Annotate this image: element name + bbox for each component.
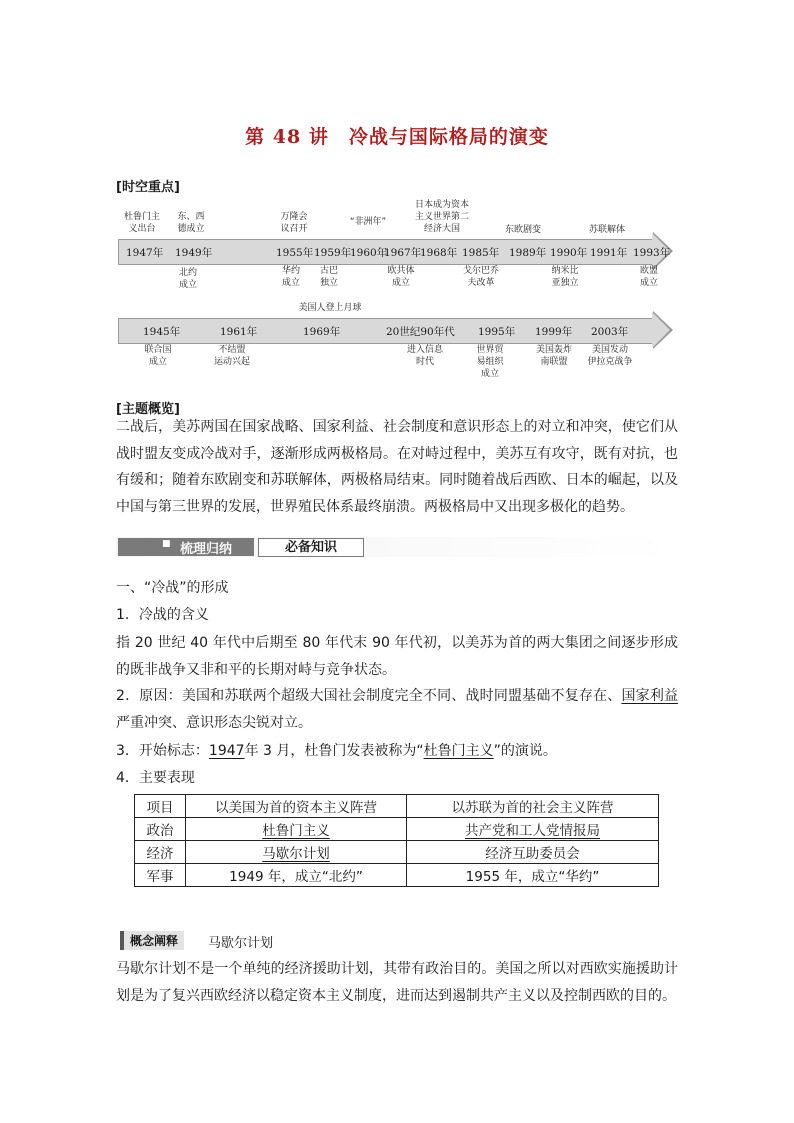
concept-text: 马歇尔计划不是一个单纯的经济援助计划，其带有政治目的。美国之所以对西欧实施援助计划是为了复兴西欧经济以稳定资本主义制度，进而达到遏制共产主义以及控制西欧的目的。 [116,961,678,1004]
t1-event-above: 万隆会 议召开 [280,212,308,234]
t1-year: 1955年 [276,247,314,259]
table-cell: 共产党和工人党情报局 [407,818,659,841]
t1-year: 1991年 [590,247,628,259]
table-cell: 1949 年，成立“北约” [186,864,407,887]
table-header-row [135,795,659,818]
t2-year: 20世纪90年代 [386,326,455,338]
t2-year: 2003年 [591,326,629,338]
t1-event-below: 华约 成立 [281,266,300,288]
t1-event-below: 古巴 独立 [319,266,338,288]
t1-event-below: 北约 成立 [178,268,197,290]
overview-heading: [主题概览] [116,402,180,417]
t1-event-above: 东欧剧变 [504,225,541,235]
t1-year: 1967年 [384,247,422,259]
section-heading: 一、“冷战”的形成 [116,580,229,596]
t1-year: 1960年 [350,247,388,259]
table-header-cell: 项目 [135,795,186,818]
table-cell: 军事 [135,864,186,887]
t1-year: 1947年 [126,247,164,259]
item-3-text: 3．开始标志：1947年 3 月，杜鲁门发表被称为“杜鲁门主义”的演说。 [116,743,557,759]
t1-year: 1968年 [420,247,458,259]
item-4-title: 4．主要表现 [116,770,195,786]
table-cell: 马歇尔计划 [186,841,407,864]
t2-event-below: 美国发动 伊拉克战争 [587,345,633,367]
t2-event-below: 美国轰炸 南联盟 [535,345,572,367]
t1-event-below: 戈尔巴乔 夫改革 [462,266,499,288]
table-row [135,864,659,887]
t2-event-below: 世界贸 易组织 成立 [476,345,504,379]
table-cell: 经济 [135,841,186,864]
t2-year: 1969年 [303,326,341,338]
t1-event-above: 日本成为资本 主义世界第二 经济大国 [414,200,469,234]
timeline-heading: [时空重点] [116,180,180,195]
t1-event-above: 东、西 德成立 [177,212,205,234]
t1-event-above: “非洲年” [349,217,387,227]
t1-year: 1959年 [314,247,352,259]
table-cell: 经济互助委员会 [407,841,659,864]
t2-event-below: 进入信息 时代 [406,345,443,367]
t2-event-below: 联合国 成立 [144,345,172,367]
t2-year: 1961年 [220,326,258,338]
table-row [135,841,659,864]
t1-event-above: 苏联解体 [588,225,625,235]
t2-event-above: 美国人登上月球 [298,303,362,313]
overview-text: 二战后，美苏两国在国家战略、国家利益、社会制度和意识形态上的对立和冲突，使它们从战时盟友变成冷战对手，逐渐形成两极格局。在对峙过程中，美苏互有攻守，既有对抗，也有缓和；随着东欧剧变和苏联解体，两极格局结束。同时随着战后西欧、日本的崛起，以及中国与第三世界的发展，世界殖民体系最终崩溃。两极格局中又出现多极化的趋势。 [116,419,678,515]
t2-year: 1945年 [143,326,181,338]
t1-year: 1985年 [462,247,500,259]
comparison-table [134,794,659,887]
t1-event-below: 纳米比 亚独立 [551,266,579,288]
t2-year: 1995年 [478,326,516,338]
t1-event-above: 杜鲁门主 义出台 [123,212,160,234]
item-1-text: 指 20 世纪 40 年代中后期至 80 年代末 90 年代初，以美苏为首的两大集团之间逐步形成的既非战争又非和平的长期对峙与竞争状态。 [116,635,678,678]
t1-event-below: 欧共体 成立 [387,266,415,288]
section-tag-left [118,538,254,556]
table-header-cell: 以美国为首的资本主义阵营 [186,795,407,818]
t2-year: 1999年 [535,326,573,338]
concept-tag: 概念阐释 [120,931,184,950]
item-1-title: 1．冷战的含义 [116,607,209,623]
section-tag-left-label: 梳理归纳 [180,542,233,557]
t2-event-below: 不结盟 运动兴起 [213,345,250,367]
section-tag-right: 必备知识 [258,538,364,557]
table-row [135,818,659,841]
table-cell: 政治 [135,818,186,841]
t1-year: 1949年 [175,247,213,259]
timeline-2-arrowhead-fill [652,312,670,348]
page-title: 第 48 讲 冷战与国际格局的演变 [245,126,549,148]
t1-year: 1989年 [509,247,547,259]
concept-title: 马歇尔计划 [208,936,274,951]
table-header-cell: 以苏联为首的社会主义阵营 [407,795,659,818]
t1-year: 1993年 [633,247,671,259]
table-cell: 杜鲁门主义 [186,818,407,841]
t1-year: 1990年 [550,247,588,259]
table-cell: 1955 年，成立“华约” [407,864,659,887]
item-2-text: 2．原因：美国和苏联两个超级大国社会制度完全不同、战时同盟基础不复存在、国家利益严重冲突、意识形态尖锐对立。 [116,688,678,731]
t1-event-below: 欧盟 成立 [639,266,658,288]
square-bullet-icon: ■ [162,539,171,549]
